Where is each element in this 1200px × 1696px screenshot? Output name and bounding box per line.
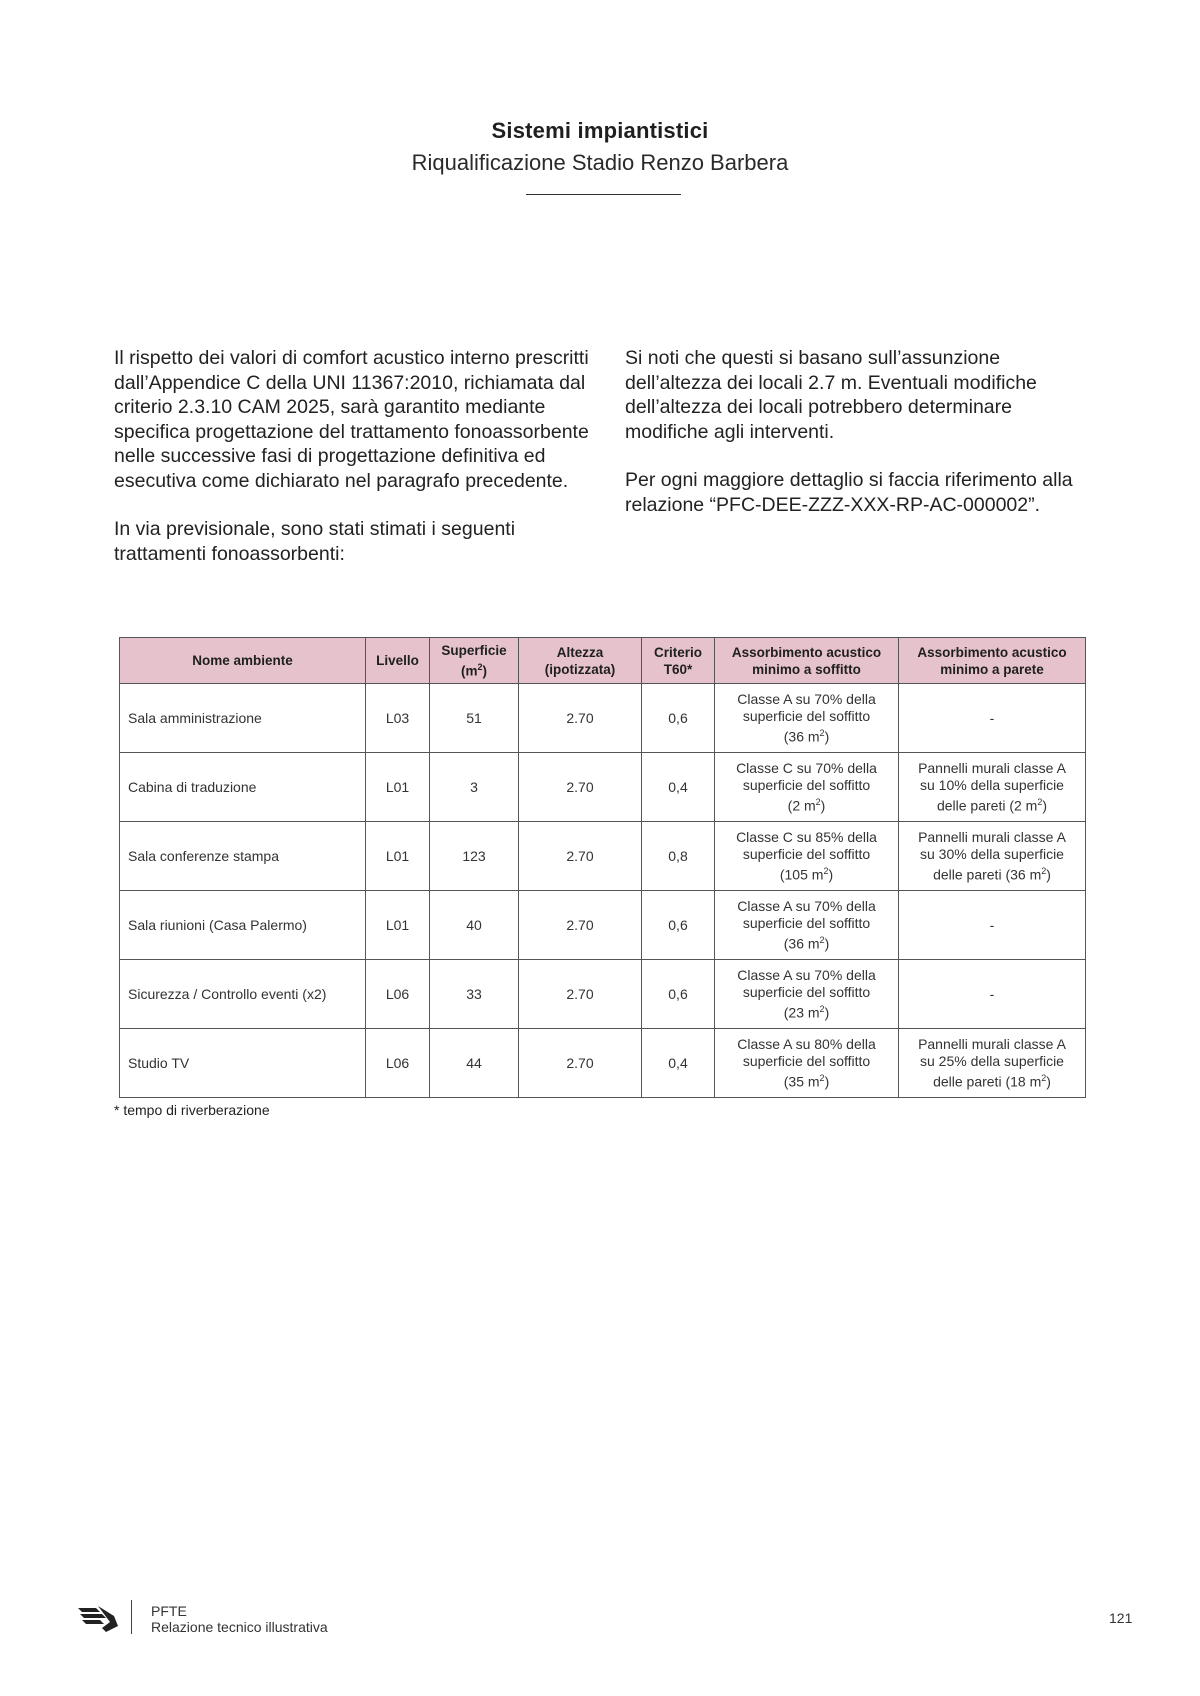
header-nome-ambiente: Nome ambiente xyxy=(120,638,366,684)
table-row xyxy=(120,753,1086,822)
paragraph: In via previsionale, sono stati stimati i seguenti trattamenti fonoassorbenti: xyxy=(114,518,516,565)
cell-nome-ambiente: Sala conferenze stampa xyxy=(120,822,366,891)
left-column xyxy=(114,346,594,590)
paragraph: Il rispetto dei valori di comfort acustico interno prescritti dall’Appendice C della UNI 11367:2010, richiamata dal criterio 2.3.10 CAM 2025, sarà garantito mediante specifica progettazione del trattamento fonoassorbente nelle successive fasi di progettazione definitiva ed esecutiva come dichiarato nel paragrafo precedente. xyxy=(114,347,589,492)
table-row xyxy=(120,684,1086,753)
cell-assorbimento-parete: Pannelli murali classe A su 10% della superficie delle pareti (2 $m^2$) xyxy=(899,753,1086,822)
header-criterio: Criterio T60* xyxy=(642,638,715,684)
footer-text xyxy=(151,1603,328,1635)
cell-livello: L01 xyxy=(366,891,430,960)
cell-nome-ambiente: Studio TV xyxy=(120,1029,366,1098)
cell-altezza: 2.70 xyxy=(519,822,642,891)
cell-altezza: 2.70 xyxy=(519,960,642,1029)
title-divider xyxy=(526,194,681,195)
footnote: * tempo di riverberazione xyxy=(114,1102,270,1118)
cell-altezza: 2.70 xyxy=(519,1029,642,1098)
acoustic-treatment-table xyxy=(119,637,1085,1098)
cell-assorbimento-soffitto: Classe A su 70% della superficie del soffitto (36 $m^2$) xyxy=(715,891,899,960)
cell-livello: L06 xyxy=(366,960,430,1029)
cell-nome-ambiente: Cabina di traduzione xyxy=(120,753,366,822)
cell-nome-ambiente: Sala riunioni (Casa Palermo) xyxy=(120,891,366,960)
cell-criterio: 0,4 xyxy=(642,1029,715,1098)
header-altezza: Altezza (ipotizzata) xyxy=(519,638,642,684)
table-row xyxy=(120,891,1086,960)
cell-superficie: 44 xyxy=(430,1029,519,1098)
page-title: Sistemi impiantistici xyxy=(491,118,709,143)
cell-assorbimento-soffitto: Classe C su 70% della superficie del soffitto (2 $m^2$) xyxy=(715,753,899,822)
cell-assorbimento-parete: - xyxy=(899,891,1086,960)
table-header-row xyxy=(120,638,1086,684)
footer-line-1: PFTE xyxy=(151,1603,187,1619)
cell-livello: L01 xyxy=(366,822,430,891)
cell-livello: L03 xyxy=(366,684,430,753)
right-column xyxy=(625,346,1095,541)
cell-assorbimento-soffitto: Classe C su 85% della superficie del soffitto (105 $m^2$) xyxy=(715,822,899,891)
table-row xyxy=(120,1029,1086,1098)
paragraph: Si noti che questi si basano sull’assunzione dell’altezza dei locali 2.7 m. Eventuali modifiche dell’altezza dei locali potrebbero determinare modifiche agli interventi. xyxy=(625,347,1037,443)
cell-nome-ambiente: Sicurezza / Controllo eventi (x2) xyxy=(120,960,366,1029)
header-assorbimento-parete: Assorbimento acustico minimo a parete xyxy=(899,638,1086,684)
cell-assorbimento-parete: - xyxy=(899,684,1086,753)
footer-line-2: Relazione tecnico illustrativa xyxy=(151,1619,328,1635)
page-header xyxy=(0,118,1200,195)
cell-assorbimento-soffitto: Classe A su 70% della superficie del soffitto (36 $m^2$) xyxy=(715,684,899,753)
cell-superficie: 51 xyxy=(430,684,519,753)
cell-criterio: 0,8 xyxy=(642,822,715,891)
cell-criterio: 0,6 xyxy=(642,960,715,1029)
header-assorbimento-soffitto: Assorbimento acustico minimo a soffitto xyxy=(715,638,899,684)
page-number: 121 xyxy=(1109,1610,1133,1626)
table-row xyxy=(120,822,1086,891)
cell-nome-ambiente: Sala amministrazione xyxy=(120,684,366,753)
cell-superficie: 3 xyxy=(430,753,519,822)
cell-criterio: 0,6 xyxy=(642,684,715,753)
cell-superficie: 40 xyxy=(430,891,519,960)
cell-altezza: 2.70 xyxy=(519,753,642,822)
eagle-logo-icon xyxy=(76,1604,120,1639)
table-body xyxy=(120,684,1086,1098)
cell-assorbimento-soffitto: Classe A su 70% della superficie del soffitto (23 $m^2$) xyxy=(715,960,899,1029)
cell-livello: L06 xyxy=(366,1029,430,1098)
footer-separator xyxy=(131,1600,132,1634)
data-table xyxy=(119,637,1086,1098)
header-livello: Livello xyxy=(366,638,430,684)
cell-altezza: 2.70 xyxy=(519,891,642,960)
paragraph: Per ogni maggiore dettaglio si faccia riferimento alla relazione “PFC-DEE-ZZZ-XXX-RP-AC-000002”. xyxy=(625,469,1073,516)
cell-criterio: 0,4 xyxy=(642,753,715,822)
cell-criterio: 0,6 xyxy=(642,891,715,960)
cell-assorbimento-soffitto: Classe A su 80% della superficie del soffitto (35 $m^2$) xyxy=(715,1029,899,1098)
cell-superficie: 123 xyxy=(430,822,519,891)
header-superficie: Superficie $(m^2)$ xyxy=(430,638,519,684)
cell-livello: L01 xyxy=(366,753,430,822)
cell-altezza: 2.70 xyxy=(519,684,642,753)
table-row xyxy=(120,960,1086,1029)
cell-assorbimento-parete: - xyxy=(899,960,1086,1029)
cell-superficie: 33 xyxy=(430,960,519,1029)
cell-assorbimento-parete: Pannelli murali classe A su 25% della superficie delle pareti (18 $m^2$) xyxy=(899,1029,1086,1098)
page-subtitle: Riqualificazione Stadio Renzo Barbera xyxy=(411,150,789,175)
cell-assorbimento-parete: Pannelli murali classe A su 30% della superficie delle pareti (36 $m^2$) xyxy=(899,822,1086,891)
